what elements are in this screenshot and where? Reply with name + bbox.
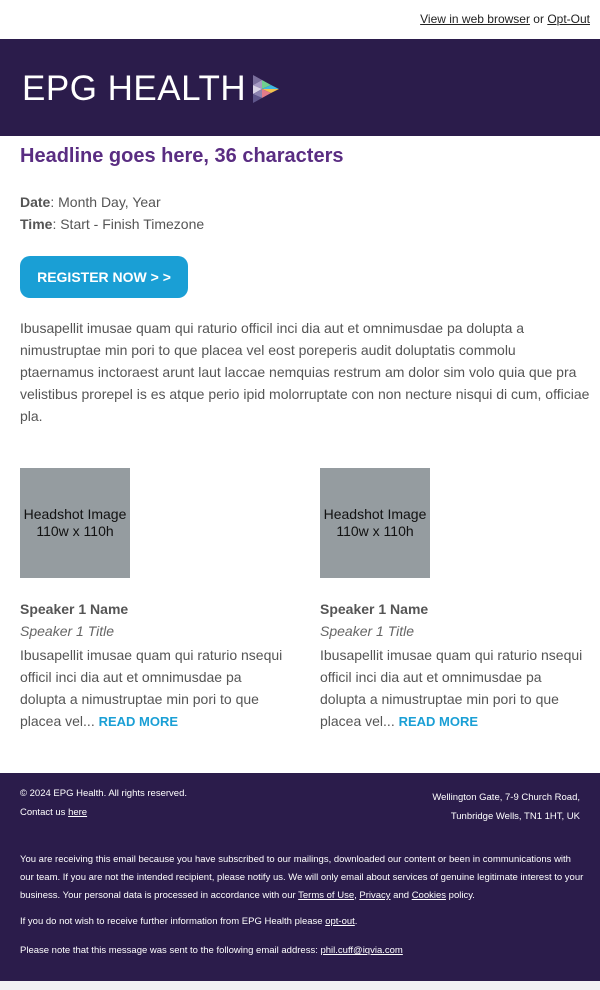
sent-prefix: Please note that this message was sent to the following email address: — [20, 945, 321, 956]
subscription-notice — [20, 851, 585, 905]
optout-suffix: . — [354, 916, 358, 927]
company-address — [432, 788, 580, 826]
speaker-card — [320, 468, 590, 733]
opt-out-link[interactable]: Opt-Out — [547, 12, 590, 26]
read-more-link[interactable]: READ MORE — [398, 714, 479, 729]
notice-text: You are receiving this email because you have subscribed to our mailings, downloaded our content or been in communications with our team. If you are not the intended recipient, please notify us. We will only email about services of genuine legitimate interest to your business. Your personal data is processed in accordance with our — [20, 854, 584, 901]
time-value: : Start - Finish Timezone — [52, 216, 205, 232]
header-banner — [0, 39, 600, 136]
terms-of-use-link[interactable]: Terms of Use — [298, 890, 355, 901]
view-in-browser-link[interactable]: View in web browser — [420, 12, 530, 26]
contact-here-link[interactable]: here — [68, 807, 88, 818]
headshot-size: 110w x 110h — [36, 523, 114, 539]
or-text: or — [533, 12, 544, 26]
recipient-email-link[interactable]: phil.cuff@iqvia.com — [320, 945, 403, 956]
top-links — [420, 12, 590, 26]
date-value: : Month Day, Year — [50, 194, 161, 210]
address-line-2: Tunbridge Wells, TN1 1HT, UK — [450, 811, 580, 822]
contact-prefix: Contact us — [20, 807, 69, 818]
speaker-name: Speaker 1 Name — [320, 601, 429, 617]
headshot-size: 110w x 110h — [336, 523, 414, 539]
headshot-label: Headshot Image — [23, 506, 127, 522]
speaker-name: Speaker 1 Name — [20, 601, 129, 617]
footer-opt-out-link[interactable]: opt-out — [325, 916, 355, 927]
speaker-card — [20, 468, 290, 733]
speaker-bio — [20, 644, 290, 733]
speaker-title: Speaker 1 Title — [320, 623, 415, 639]
headshot-placeholder — [320, 468, 430, 578]
event-date — [20, 194, 161, 210]
time-label: Time — [20, 216, 53, 232]
comma-separator: , — [354, 890, 360, 901]
address-line-1: Wellington Gate, 7-9 Church Road, — [432, 792, 580, 803]
triangle-mosaic-icon — [253, 75, 279, 103]
date-label: Date — [20, 194, 51, 210]
register-now-button[interactable]: REGISTER NOW > > — [20, 256, 188, 298]
epg-health-logo[interactable] — [22, 71, 279, 107]
bottom-strip — [0, 981, 600, 990]
footer — [0, 773, 600, 981]
cookies-link[interactable]: Cookies — [411, 890, 447, 901]
top-links-bar — [0, 0, 600, 39]
copyright-text: © 2024 EPG Health. All rights reserved. — [20, 788, 187, 799]
logo-text: EPG HEALTH — [22, 69, 247, 108]
headline: Headline goes here, 36 characters — [20, 145, 344, 167]
headshot-placeholder — [20, 468, 130, 578]
intro-paragraph: Ibusapellit imusae quam qui raturio officil inci dia aut et omnimusdae pa dolupta a nimustruptae min pori to que placea vel eost poreperis audit doluptatis commolu ptaernamus inctoraest arunt laut laccae nemquias restrum am dolor sim volo quia que pra velistibus prorepel is es atque perio ipid molorruptate con non necture nisqui di cum, officiae pla. — [20, 320, 590, 424]
read-more-link[interactable]: READ MORE — [98, 714, 179, 729]
optout-prefix: If you do not wish to receive further information from EPG Health please — [20, 916, 326, 927]
speaker-bio — [320, 644, 590, 733]
optout-line — [20, 916, 357, 927]
policy-text: policy. — [446, 890, 475, 901]
speaker-bio-text: Ibusapellit imusae quam qui raturio nsequi officil inci dia aut et omnimusdae pa dolupta a nimustruptae min pori to que placea vel... — [320, 647, 583, 729]
contact-line — [20, 807, 87, 818]
speaker-title: Speaker 1 Title — [20, 623, 115, 639]
and-separator: and — [390, 890, 412, 901]
speaker-bio-text: Ibusapellit imusae quam qui raturio nsequi officil inci dia aut et omnimusdae pa dolupta a nimustruptae min pori to que placea vel... — [20, 647, 283, 729]
sent-to-line — [20, 945, 403, 956]
privacy-link[interactable]: Privacy — [359, 890, 391, 901]
headshot-label: Headshot Image — [323, 506, 427, 522]
event-time — [20, 216, 204, 232]
